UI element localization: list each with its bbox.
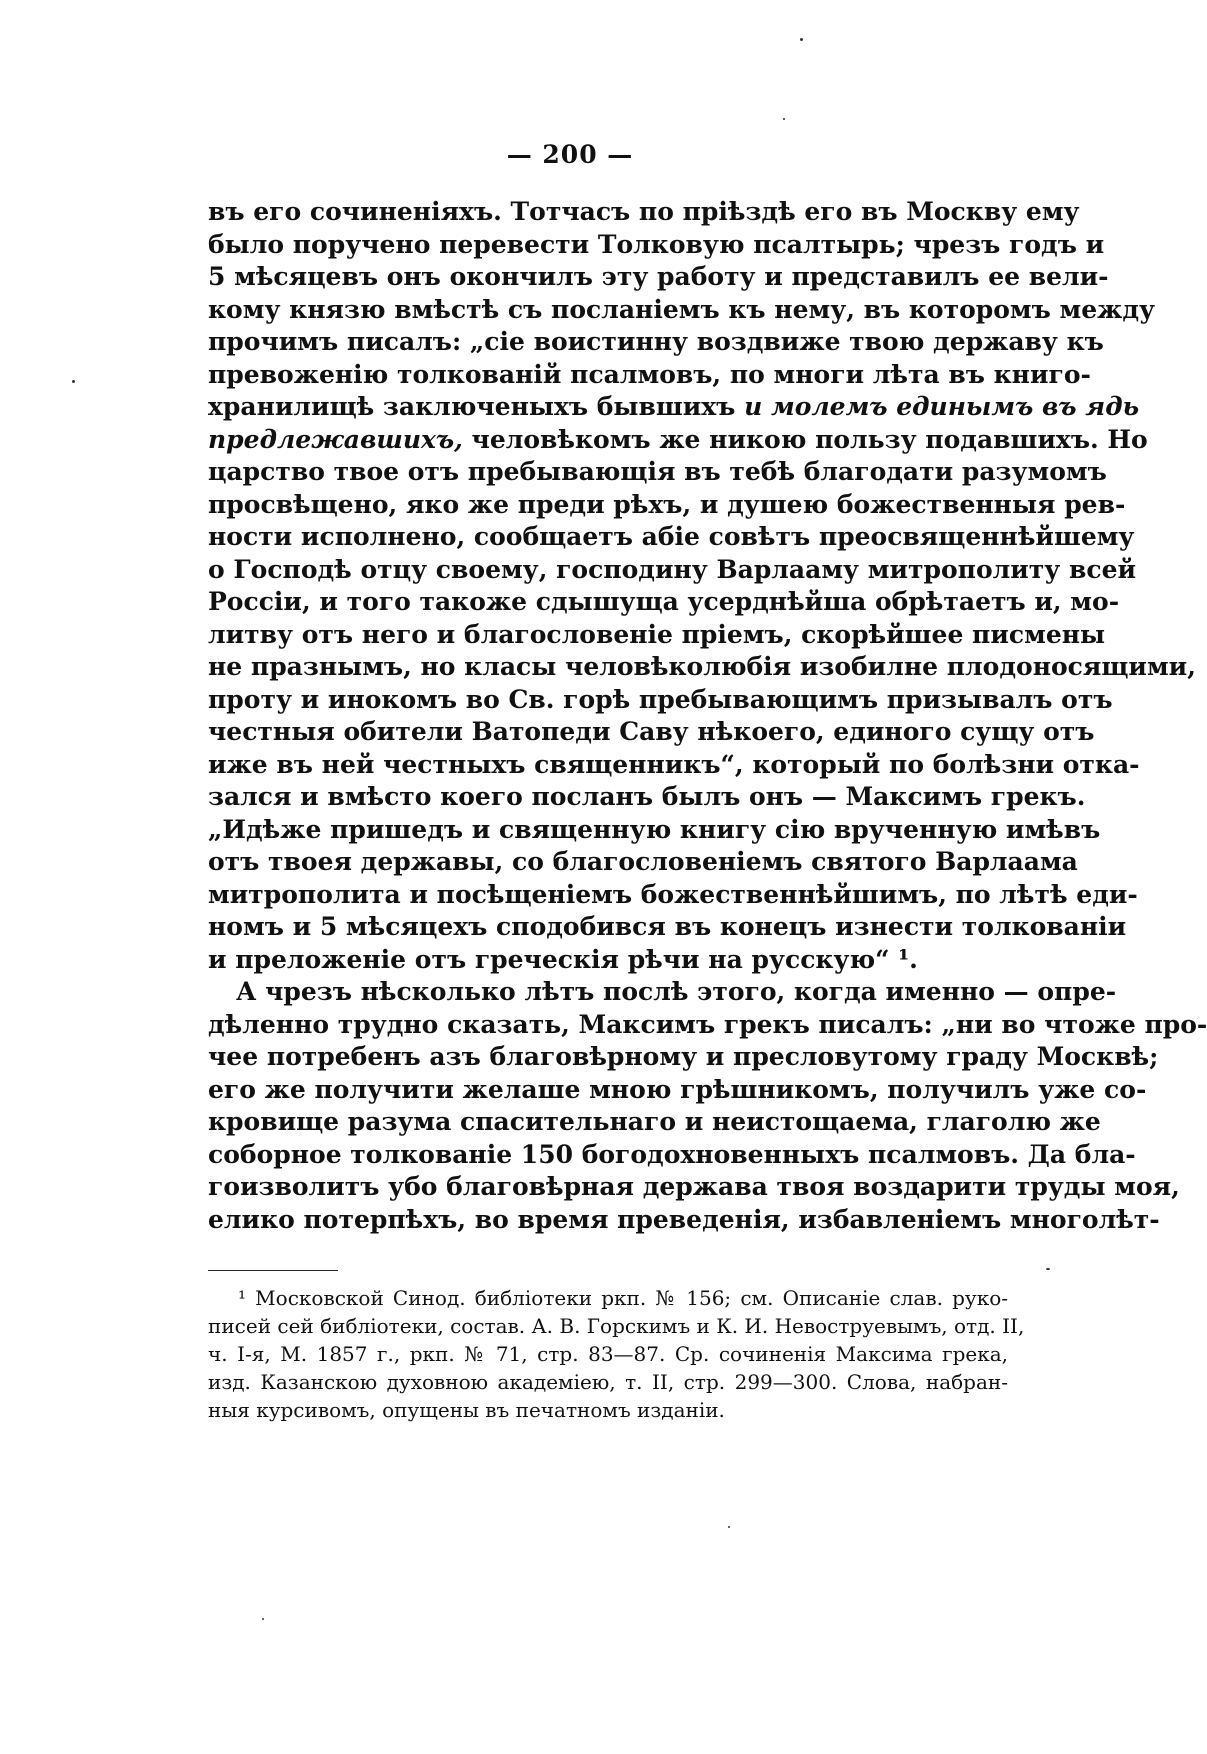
text-line: гоизволитъ убо благовѣрная держава твоя воздарити труды моя, (208, 1172, 1180, 1201)
page-number: — 200 — (506, 140, 634, 169)
text-line: проту и инокомъ во Св. горѣ пребывающимъ призывалъ отъ (208, 684, 1113, 714)
paper-speck (1046, 1268, 1050, 1270)
text-line: 5 мѣсяцевъ онъ окончилъ эту работу и представилъ ее вели- (208, 262, 1109, 291)
text-line: превоженію толкованій псалмовъ, по многи лѣта въ книго- (208, 359, 1091, 389)
paper-speck (262, 1618, 264, 1620)
text-line: и преложеніе отъ греческія рѣчи на русскую“ ¹. (208, 944, 918, 974)
text-line: Россіи, и того такоже сдышуща усерднѣйша обрѣтаетъ и, мо- (208, 587, 1120, 616)
text-line: номъ и 5 мѣсяцехъ сподобився въ конецъ изнести толкованіи (208, 912, 1127, 941)
footnote-line: ¹ Московской Синод. библіотеки ркп. № 156; см. Описаніе слав. руко- (238, 1286, 1008, 1310)
footnote-line: изд. Казанскою духовною академіею, т. II, стр. 299—300. Слова, набран- (208, 1370, 1008, 1394)
footnote-line: писей сей библіотеки, состав. А. В. Горскимъ и К. И. Невоструевымъ, отд. II, (208, 1314, 1025, 1338)
text-line: митрополита и посѣщеніемъ божественнѣйшимъ, по лѣтѣ еди- (208, 879, 1138, 909)
paper-speck (72, 380, 75, 383)
text-line: въ его сочиненіяхъ. Тотчасъ по пріѣздѣ его въ Москву ему (208, 197, 1080, 226)
italic-phrase: предлежавшихъ, (208, 424, 463, 454)
text-line: елико потерпѣхъ, во время преведенія, избавленіемъ многолѣт- (208, 1204, 1160, 1234)
body-text (208, 196, 1207, 1236)
text-line: царство твое отъ пребывающія въ тебѣ благодати разумомъ (208, 457, 1107, 486)
text-line: чее потребенъ азъ благовѣрному и пресловутому граду Москвѣ; (208, 1042, 1159, 1071)
italic-phrase: и молемъ единымъ въ ядь (744, 392, 1140, 421)
paper-speck (728, 1526, 730, 1528)
footnote-line: ныя курсивомъ, опущены въ печатномъ изданіи. (208, 1398, 725, 1422)
text-line: дѣленно трудно сказать, Максимъ грекъ писалъ: „ни во чтоже про- (208, 1009, 1207, 1039)
text-line: ности исполнено, сообщаетъ абіе совѣтъ преосвященнѣйшему (208, 522, 1135, 551)
footnotes (208, 1284, 1025, 1424)
text-line: кровище разума спасительнаго и неистощаема, глаголю же (208, 1107, 1101, 1136)
footnote-divider (208, 1270, 338, 1271)
paper-speck (783, 118, 785, 120)
text-line: соборное толкованіе 150 богодохновенныхъ псалмовъ. Да бла- (208, 1139, 1136, 1169)
text-line: отъ твоея державы, со благословеніемъ святого Варлаама (208, 847, 1078, 876)
text-line: зался и вмѣсто коего посланъ былъ онъ — Максимъ грекъ. (208, 782, 1086, 811)
text-line: его же получити желаше мною грѣшникомъ, получилъ уже со- (208, 1074, 1147, 1104)
text-line: просвѣщено, яко же преди рѣхъ, и душею божественныя рев- (208, 489, 1126, 519)
text-line: о Господѣ отцу своему, господину Варлааму митрополиту всей (208, 554, 1137, 584)
paragraph-first-line: А чрезъ нѣсколько лѣтъ послѣ этого, когда именно — опре- (236, 977, 1117, 1006)
paper-speck (800, 38, 803, 41)
text-line: честныя обители Ватопеди Саву нѣкоего, единого сущу отъ (208, 717, 1095, 746)
text-line: хранилищѣ заключеныхъ бывшихъ и молемъ единымъ въ ядь (208, 392, 1140, 421)
text-line: кому князю вмѣстѣ съ посланіемъ къ нему, въ которомъ между (208, 294, 1156, 324)
text-line: литву отъ него и благословеніе пріемъ, скорѣйшее писмены (208, 619, 1106, 649)
text-line: „Идѣже пришедъ и священную книгу сію врученную имѣвъ (208, 814, 1101, 844)
text-line: было поручено перевести Толковую псалтырь; чрезъ годъ и (208, 229, 1105, 259)
footnote-line: ч. I-я, М. 1857 г., ркп. № 71, стр. 83—87. Ср. сочиненія Максима грека, (208, 1342, 1008, 1366)
text-line: предлежавшихъ, человѣкомъ же никою пользу подавшихъ. Но (208, 424, 1148, 454)
text-line: не празнымъ, но класы человѣколюбія изобилне плодоносящими, (208, 652, 1196, 681)
text-line: иже въ ней честныхъ священникъ“, который по болѣзни отка- (208, 749, 1140, 779)
text-line: прочимъ писалъ: „сіе воистинну воздвиже твою державу къ (208, 327, 1104, 356)
